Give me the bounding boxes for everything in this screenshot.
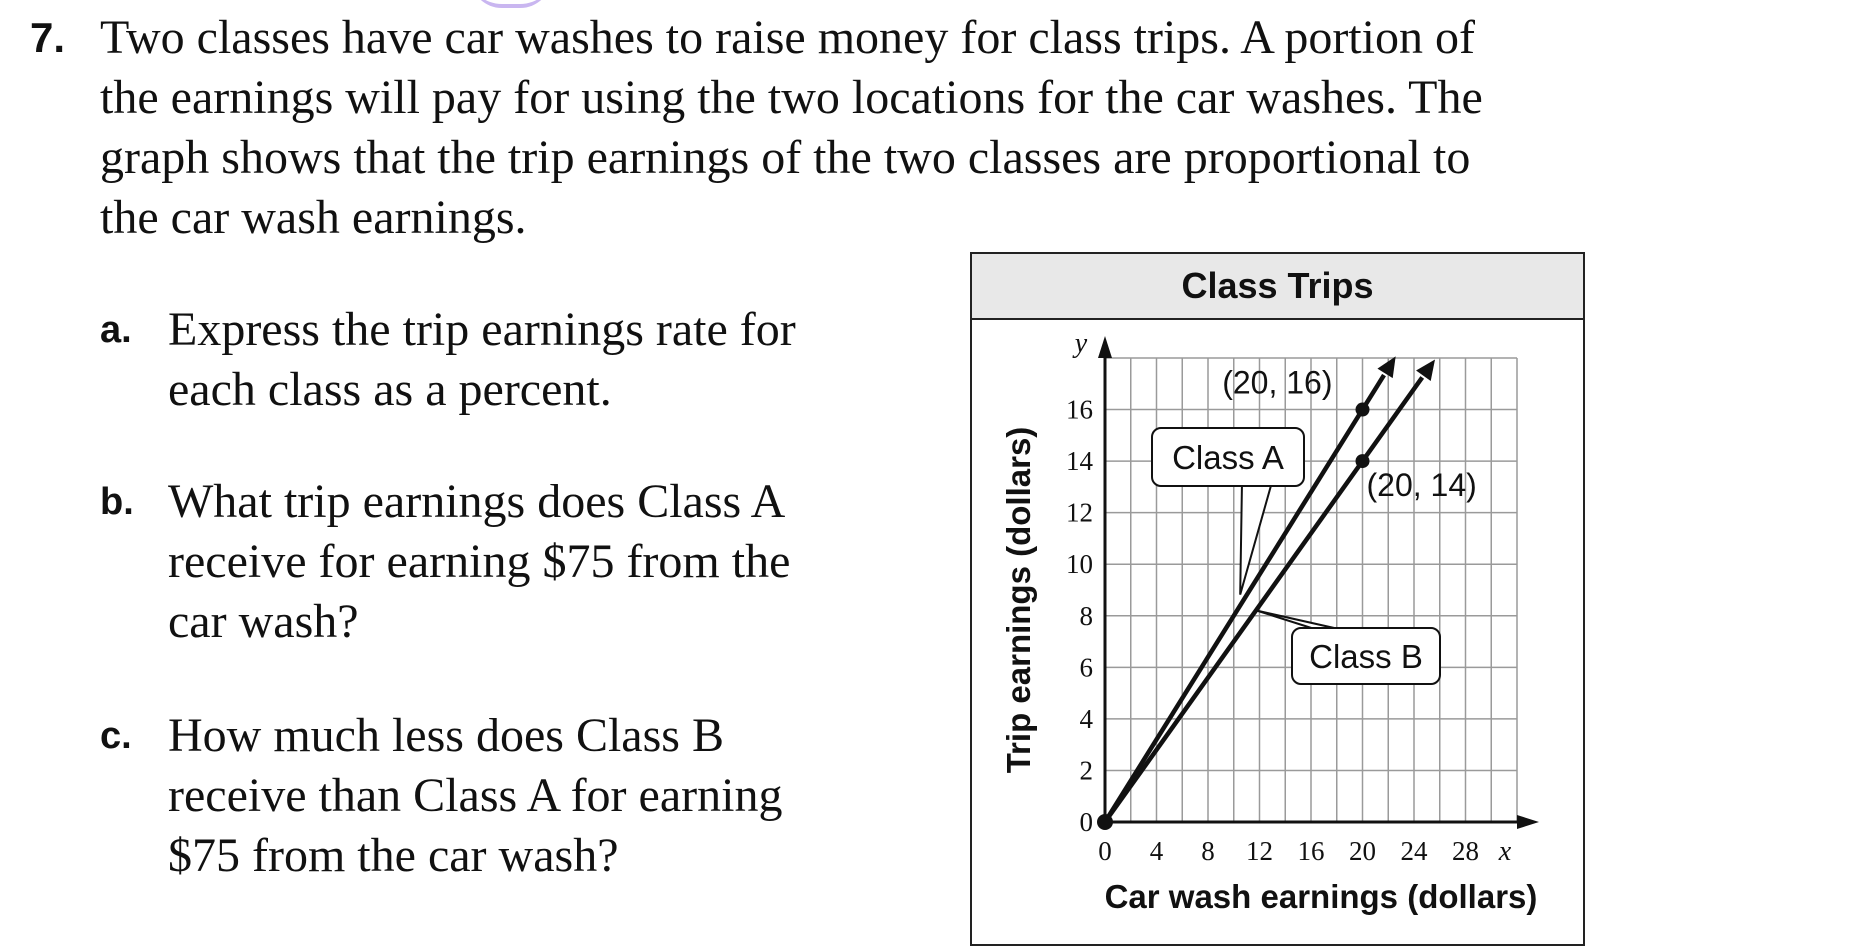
part-b-text: What trip earnings does Class A receive for earning $75 from the car wash? [168, 475, 791, 648]
y-tick-label: 6 [1079, 652, 1093, 683]
part-a-label: a. [100, 309, 132, 351]
x-tick-label: 4 [1149, 836, 1164, 866]
x-tick-label: 8 [1201, 836, 1215, 866]
class-trips-chart [972, 254, 1583, 944]
part-c-label: c. [100, 715, 132, 757]
y-tick-label: 2 [1079, 755, 1093, 786]
question-intro: Two classes have car washes to raise money for class trips. A portion of the earnings will pay for using the two locations for the car washes. The graph shows that the trip earnings of the two classes are proportional to the car wash earnings. [100, 11, 1483, 244]
series-arrowhead [1416, 359, 1435, 381]
x-tick-label: 28 [1452, 836, 1479, 866]
y-axis-title: Trip earnings (dollars) [1000, 426, 1037, 774]
x-tick-label: 0 [1098, 836, 1112, 866]
y-tick-label: 10 [1066, 549, 1093, 580]
origin-point [1097, 814, 1113, 830]
part-a-text: Express the trip earnings rate for each class as a percent. [168, 303, 796, 416]
x-tick-label: 16 [1297, 836, 1325, 866]
y-axis-arrowhead [1098, 336, 1112, 358]
y-tick-label: 14 [1066, 446, 1093, 477]
y-tick-label: 16 [1066, 394, 1093, 425]
x-tick-label: 12 [1246, 836, 1273, 866]
x-tick-label: 20 [1349, 836, 1376, 866]
part-b-label: b. [100, 481, 134, 523]
question-number: 7. [30, 14, 66, 61]
y-axis-letter: y [1074, 328, 1088, 359]
point-label-class-a: (20, 16) [1222, 364, 1333, 401]
chart-title: Class Trips [972, 254, 1583, 320]
y-tick-label: 8 [1079, 600, 1093, 631]
part-c-text: How much less does Class B receive than Class A for earning $75 from the car wash? [168, 709, 783, 882]
series-arrowhead [1377, 356, 1395, 378]
x-axis-letter: x [1498, 836, 1512, 867]
y-tick-label: 0 [1079, 807, 1093, 837]
y-tick-label: 12 [1066, 497, 1093, 528]
data-point [1356, 403, 1370, 417]
graph-panel [970, 252, 1585, 946]
x-axis-title: Car wash earnings (dollars) [1104, 878, 1538, 915]
callout-class-a-label: Class A [1172, 439, 1284, 476]
y-tick-label: 4 [1079, 703, 1093, 734]
point-label-class-b: (20, 14) [1366, 467, 1477, 504]
decorative-arc [470, 0, 552, 8]
data-point [1356, 454, 1370, 468]
x-axis-arrowhead [1517, 815, 1539, 829]
x-tick-label: 24 [1400, 836, 1428, 866]
callout-class-b-label: Class B [1309, 638, 1423, 675]
